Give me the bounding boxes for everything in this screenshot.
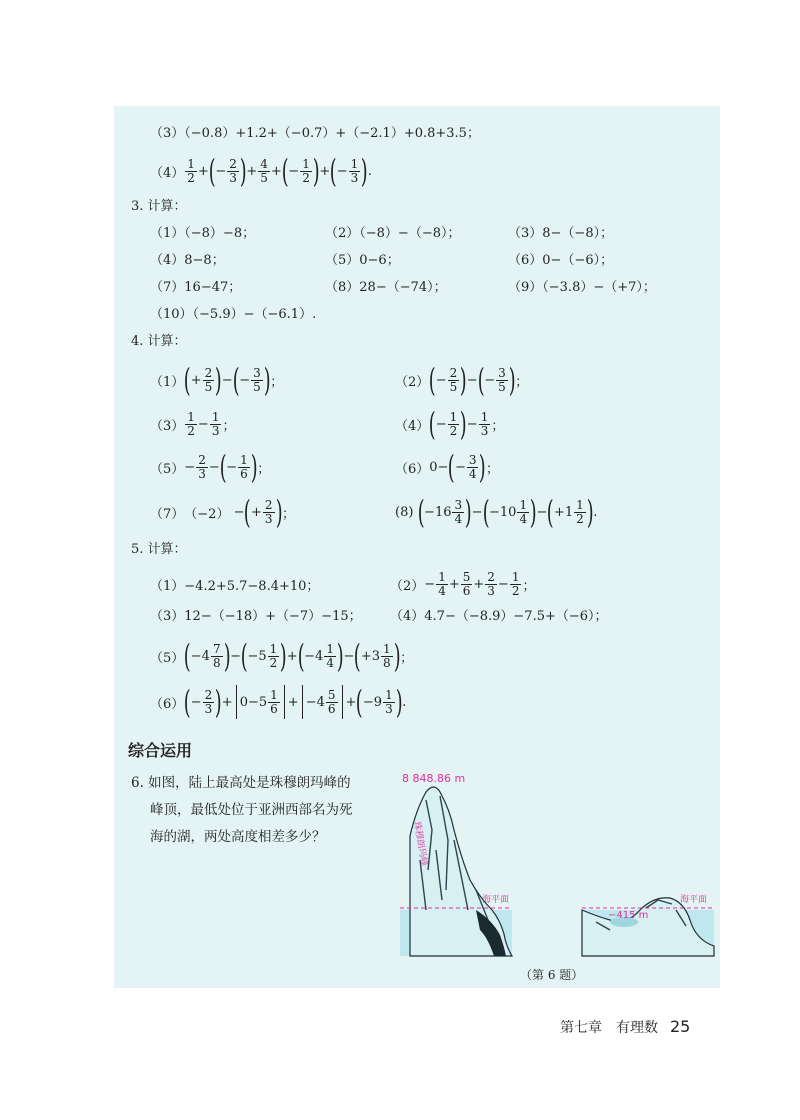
q5-part4: （4）4.7−（−8.9）−7.5+（−6）； (390, 609, 608, 624)
fraction: $\frac{1}{3}$ (385, 687, 393, 716)
q5-part3: （3）12−（−18）+（−7）−15； (150, 609, 362, 624)
fraction: $\frac{3}{5}$ (498, 365, 506, 394)
fraction: $\frac{3}{5}$ (253, 365, 261, 394)
q2-part4: （4） $\frac{1}{2}$ + ( − $\frac{2}{3}$ ) + $\frac{4}{5}$ + ( − $\frac{1}{2}$ ) + ( − $\frac{1}{3}$ ) . (150, 152, 372, 190)
fraction: $\frac{2}{5}$ (204, 365, 213, 394)
q3-item: （8）28−（−74）； (325, 280, 447, 295)
sea-level-label-2: 海平面 (680, 895, 708, 905)
sea-level-label-1: 海平面 (482, 895, 510, 905)
fraction: $\frac{4}{5}$ (260, 156, 268, 185)
fraction: $\frac{3}{4}$ (468, 452, 477, 481)
dead-sea-depth-label: −415 m (608, 910, 649, 921)
fraction: $\frac{1}{6}$ (240, 452, 248, 481)
q3-item: （6）0−（−6）； (508, 253, 614, 268)
q5-part6: （6） ( − $\frac{2}{3}$ ) + 0−5 $\frac{1}{6}$ + −4 $\frac{5}{6}$ + ( −9 $\frac{1}{3}$ ) . (150, 683, 407, 721)
fraction: $\frac{1}{3}$ (350, 156, 359, 185)
page-footer (560, 1017, 690, 1037)
q3-item: （2）（−8）−（−8）； (325, 226, 461, 241)
fraction: $\frac{1}{2}$ (302, 156, 310, 185)
fraction: $\frac{2}{3}$ (229, 156, 237, 185)
fraction: $\frac{2}{3}$ (198, 452, 206, 481)
q2-part3: （3）（−0.8）+1.2+（−0.7）+（−2.1）+0.8+3.5； (150, 126, 480, 141)
q3-item: （1）（−8）−8； (150, 226, 256, 241)
q3-item: （10）（−5.9）−（−6.1）. (150, 307, 317, 322)
fraction: $\frac{2}{3}$ (487, 569, 495, 598)
fraction: $\frac{7}{8}$ (212, 641, 221, 670)
q5-title: 5. 计算： (131, 542, 187, 557)
q4-part7: （7） （−2） − ( + $\frac{2}{3}$ ) ； (150, 493, 296, 531)
fraction: $\frac{1}{4}$ (326, 641, 334, 670)
fraction: $\frac{1}{2}$ (576, 497, 584, 526)
fraction: $\frac{3}{4}$ (454, 497, 463, 526)
q6-line: 6. 如图，陆上最高处是珠穆朗玛峰的 (131, 775, 351, 791)
section-heading: 综合运用 (128, 741, 193, 760)
everest-name-label: 珠穆朗玛峰 (411, 820, 429, 867)
fraction: $\frac{5}{6}$ (327, 687, 336, 716)
fraction: $\frac{1}{6}$ (270, 687, 278, 716)
q4-part4: （4） ( − $\frac{1}{2}$ ) − $\frac{1}{3}$ ； (395, 405, 505, 443)
fraction: $\frac{1}{2}$ (511, 569, 520, 598)
page-number: 25 (670, 1017, 691, 1036)
label: （4） (150, 165, 185, 181)
q3-title: 3. 计算： (131, 199, 187, 214)
q5-part1: （1） −4.2+5.7−8.4+10； (150, 578, 320, 594)
figure-caption: （第 6 题） (520, 968, 584, 982)
fraction: $\frac{1}{2}$ (187, 409, 195, 438)
q3-item: （7）16−47； (150, 280, 242, 295)
fraction: $\frac{2}{3}$ (264, 497, 273, 526)
fraction: $\frac{1}{2}$ (269, 641, 278, 670)
fraction: $\frac{1}{4}$ (519, 497, 528, 526)
q3-item: （5）0−6； (325, 253, 400, 268)
fraction: $\frac{1}{2}$ (187, 156, 195, 185)
q3-item: （3）8−（−8）； (508, 226, 614, 241)
q4-part5: （5） − $\frac{2}{3}$ − ( − $\frac{1}{6}$ ) ； (150, 448, 271, 486)
q6-line: 峰顶，最低处位于亚洲西部名为死 (150, 802, 353, 818)
fraction: $\frac{1}{8}$ (383, 641, 391, 670)
q4-part2: （2） ( − $\frac{2}{5}$ ) − ( − $\frac{3}{5}$ ) ； (395, 361, 529, 399)
q5-part5: （5） ( −4 $\frac{7}{8}$ ) − ( −5 $\frac{1}{2}$ ) + ( −4 $\frac{1}{4}$ ) − ( +3 $\frac{1}{8}$ ) ； (150, 637, 414, 675)
q4-part1: （1） ( + $\frac{2}{5}$ ) − ( − $\frac{3}{5}$ ) ； (150, 361, 284, 399)
q4-part3: （3） $\frac{1}{2}$ − $\frac{1}{3}$ ； (150, 409, 236, 438)
q4-title: 4. 计算： (131, 334, 187, 349)
fraction: $\frac{2}{3}$ (204, 687, 213, 716)
everest-height-label: 8 848.86 m (402, 772, 466, 785)
chapter-title: 第七章 有理数 (560, 1020, 658, 1036)
q6-line: 海的湖，两处高度相差多少？ (150, 829, 326, 845)
fraction: $\frac{5}{6}$ (462, 569, 471, 598)
fraction: $\frac{1}{3}$ (211, 409, 220, 438)
fraction: $\frac{2}{5}$ (449, 365, 458, 394)
q4-part6: （6） 0− ( − $\frac{3}{4}$ ) ； (395, 448, 499, 486)
fraction: $\frac{1}{3}$ (480, 409, 489, 438)
q3-item: （4）8−8； (150, 253, 225, 268)
fraction: $\frac{1}{2}$ (449, 409, 458, 438)
q4-part8: (8) ( −16 $\frac{3}{4}$ ) − ( −10 $\frac{1}{4}$ ) − ( +1 $\frac{1}{2}$ ) . (395, 493, 598, 531)
q5-part2: （2） − $\frac{1}{4}$ + $\frac{5}{6}$ + $\frac{2}{3}$ − $\frac{1}{2}$ ； (390, 569, 536, 598)
elevation-figure (396, 770, 720, 962)
fraction: $\frac{1}{4}$ (438, 569, 446, 598)
q3-item: （9）（−3.8）−（+7）； (508, 280, 656, 295)
